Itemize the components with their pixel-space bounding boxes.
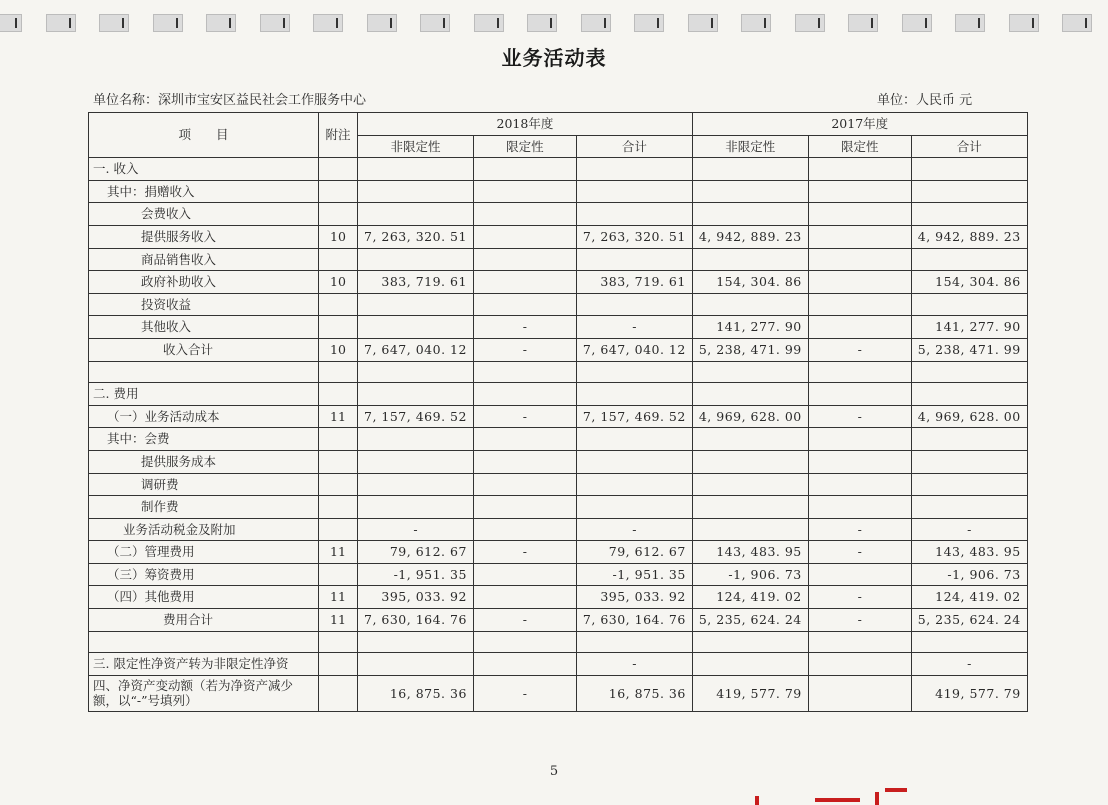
cell-c6: 419, 577. 79 (911, 675, 1027, 711)
table-row (89, 203, 1028, 226)
table-row (89, 338, 1028, 361)
currency-unit: 单位：人民币 元 (877, 93, 973, 108)
cell-c3: 16, 875. 36 (576, 675, 692, 711)
cell-c2 (473, 496, 576, 519)
cell-c4 (692, 203, 808, 226)
cell-c2 (473, 428, 576, 451)
table-row (89, 158, 1028, 181)
cell-c3: 7, 157, 469. 52 (576, 405, 692, 428)
cell-c4 (692, 450, 808, 473)
cell-c3: - (576, 653, 692, 676)
row-label: （二）管理费用 (89, 541, 319, 564)
cell-c2 (473, 450, 576, 473)
row-label: （一）业务活动成本 (89, 405, 319, 428)
binding-hole (474, 14, 504, 32)
cell-c6 (911, 631, 1027, 653)
cell-c5 (808, 631, 911, 653)
page-number: 5 (549, 764, 559, 779)
binding-hole (902, 14, 932, 32)
cell-c2 (473, 248, 576, 271)
binding-hole (1062, 14, 1092, 32)
cell-c5 (808, 496, 911, 519)
cell-c2 (473, 518, 576, 541)
cell-c2: - (473, 609, 576, 632)
cell-c4 (692, 158, 808, 181)
row-note (319, 158, 358, 181)
table-row (89, 631, 1028, 653)
row-label: 其中：捐赠收入 (89, 180, 319, 203)
table-row (89, 271, 1028, 294)
cell-c5 (808, 180, 911, 203)
row-label: 调研费 (89, 473, 319, 496)
cell-c4 (692, 361, 808, 383)
row-label: 一. 收入 (89, 158, 319, 181)
binding-hole (206, 14, 236, 32)
cell-c1 (358, 383, 474, 406)
red-seal-stamp (745, 784, 915, 805)
cell-c4 (692, 428, 808, 451)
cell-c6: 4, 942, 889. 23 (911, 225, 1027, 248)
row-label: 商品销售收入 (89, 248, 319, 271)
cell-c5 (808, 203, 911, 226)
cell-c3: - (576, 316, 692, 339)
cell-c3: -1, 951. 35 (576, 563, 692, 586)
cell-c4: 419, 577. 79 (692, 675, 808, 711)
table-row (89, 563, 1028, 586)
cell-c1: -1, 951. 35 (358, 563, 474, 586)
cell-c1 (358, 631, 474, 653)
binding-hole (153, 14, 183, 32)
row-label: 费用合计 (89, 609, 319, 632)
cell-c5 (808, 225, 911, 248)
row-label: 提供服务收入 (89, 225, 319, 248)
cell-c1: - (358, 518, 474, 541)
cell-c1 (358, 361, 474, 383)
cell-c2 (473, 586, 576, 609)
binding-hole (313, 14, 343, 32)
cell-c1 (358, 158, 474, 181)
cell-c1: 7, 157, 469. 52 (358, 405, 474, 428)
cell-c6: 4, 969, 628. 00 (911, 405, 1027, 428)
cell-c4 (692, 293, 808, 316)
table-row (89, 518, 1028, 541)
row-note: 11 (319, 405, 358, 428)
row-note (319, 473, 358, 496)
row-label (89, 361, 319, 383)
table-row (89, 541, 1028, 564)
cell-c5: - (808, 518, 911, 541)
cell-c6 (911, 293, 1027, 316)
cell-c5 (808, 675, 911, 711)
cell-c5 (808, 248, 911, 271)
row-note: 11 (319, 609, 358, 632)
header-year-2018: 2018年度 (358, 113, 693, 136)
table-row (89, 586, 1028, 609)
row-note (319, 383, 358, 406)
row-label: （三）筹资费用 (89, 563, 319, 586)
cell-c2 (473, 361, 576, 383)
row-label: 三. 限定性净资产转为非限定性净资 (89, 653, 319, 676)
cell-c2 (473, 563, 576, 586)
cell-c4: 4, 969, 628. 00 (692, 405, 808, 428)
cell-c6: 141, 277. 90 (911, 316, 1027, 339)
cell-c1 (358, 653, 474, 676)
row-label: 提供服务成本 (89, 450, 319, 473)
row-note: 10 (319, 225, 358, 248)
row-note (319, 361, 358, 383)
binding-holes (0, 14, 1108, 36)
cell-c6: - (911, 653, 1027, 676)
cell-c6 (911, 361, 1027, 383)
row-label: 政府补助收入 (89, 271, 319, 294)
cell-c6 (911, 428, 1027, 451)
cell-c4 (692, 631, 808, 653)
row-label: 会费收入 (89, 203, 319, 226)
row-note (319, 631, 358, 653)
row-note (319, 203, 358, 226)
cell-c1 (358, 473, 474, 496)
cell-c2 (473, 653, 576, 676)
binding-hole (1009, 14, 1039, 32)
binding-hole (367, 14, 397, 32)
table-row (89, 248, 1028, 271)
cell-c4: 4, 942, 889. 23 (692, 225, 808, 248)
binding-hole (688, 14, 718, 32)
cell-c5 (808, 293, 911, 316)
cell-c2: - (473, 316, 576, 339)
table-row (89, 675, 1028, 711)
cell-c6: 124, 419. 02 (911, 586, 1027, 609)
cell-c2 (473, 473, 576, 496)
header-unrestricted-2017: 非限定性 (692, 135, 808, 158)
header-total-2018: 合计 (576, 135, 692, 158)
cell-c3 (576, 203, 692, 226)
page-title: 业务活动表 (501, 46, 607, 70)
row-note (319, 518, 358, 541)
cell-c6 (911, 180, 1027, 203)
cell-c3 (576, 496, 692, 519)
row-note (319, 563, 358, 586)
cell-c5 (808, 563, 911, 586)
cell-c4 (692, 383, 808, 406)
cell-c4 (692, 180, 808, 203)
header-total-2017: 合计 (911, 135, 1027, 158)
cell-c3: 7, 647, 040. 12 (576, 338, 692, 361)
cell-c4 (692, 248, 808, 271)
cell-c5 (808, 653, 911, 676)
row-note (319, 653, 358, 676)
cell-c2 (473, 293, 576, 316)
cell-c2 (473, 383, 576, 406)
cell-c1 (358, 180, 474, 203)
cell-c1: 7, 630, 164. 76 (358, 609, 474, 632)
cell-c2: - (473, 541, 576, 564)
cell-c1: 79, 612. 67 (358, 541, 474, 564)
header-unrestricted-2018: 非限定性 (358, 135, 474, 158)
table-row (89, 450, 1028, 473)
cell-c4 (692, 653, 808, 676)
cell-c3 (576, 293, 692, 316)
cell-c1 (358, 203, 474, 226)
cell-c3 (576, 473, 692, 496)
cell-c2: - (473, 675, 576, 711)
row-label: 四、净资产变动额（若为净资产减少额，以“-”号填列） (89, 675, 319, 711)
table-row (89, 653, 1028, 676)
cell-c2 (473, 158, 576, 181)
binding-hole (0, 14, 22, 32)
cell-c5 (808, 316, 911, 339)
row-label: 其中：会费 (89, 428, 319, 451)
header-note: 附注 (319, 113, 358, 158)
binding-hole (581, 14, 611, 32)
cell-c6: 5, 238, 471. 99 (911, 338, 1027, 361)
cell-c6: 154, 304. 86 (911, 271, 1027, 294)
row-note (319, 180, 358, 203)
cell-c3 (576, 180, 692, 203)
row-label: 投资收益 (89, 293, 319, 316)
binding-hole (955, 14, 985, 32)
cell-c6: 5, 235, 624. 24 (911, 609, 1027, 632)
unit-name: 单位名称：深圳市宝安区益民社会工作服务中心 (93, 93, 367, 108)
cell-c3: 7, 263, 320. 51 (576, 225, 692, 248)
cell-c4: 154, 304. 86 (692, 271, 808, 294)
cell-c1 (358, 450, 474, 473)
cell-c1: 383, 719. 61 (358, 271, 474, 294)
cell-c5 (808, 473, 911, 496)
binding-hole (634, 14, 664, 32)
cell-c4: 141, 277. 90 (692, 316, 808, 339)
cell-c6: - (911, 518, 1027, 541)
table-row (89, 361, 1028, 383)
cell-c4 (692, 473, 808, 496)
row-note (319, 450, 358, 473)
cell-c3 (576, 428, 692, 451)
table-row (89, 225, 1028, 248)
table-row (89, 316, 1028, 339)
cell-c5 (808, 383, 911, 406)
row-note (319, 248, 358, 271)
cell-c3: 383, 719. 61 (576, 271, 692, 294)
cell-c5: - (808, 586, 911, 609)
row-note: 11 (319, 541, 358, 564)
cell-c4: 5, 238, 471. 99 (692, 338, 808, 361)
header-restricted-2017: 限定性 (808, 135, 911, 158)
cell-c4 (692, 518, 808, 541)
cell-c4 (692, 496, 808, 519)
cell-c1: 16, 875. 36 (358, 675, 474, 711)
cell-c3 (576, 248, 692, 271)
cell-c4: 143, 483. 95 (692, 541, 808, 564)
cell-c2 (473, 180, 576, 203)
cell-c6 (911, 450, 1027, 473)
cell-c2 (473, 203, 576, 226)
cell-c5: - (808, 338, 911, 361)
row-note (319, 293, 358, 316)
row-note (319, 316, 358, 339)
cell-c3: 7, 630, 164. 76 (576, 609, 692, 632)
table-row (89, 428, 1028, 451)
cell-c6: 143, 483. 95 (911, 541, 1027, 564)
cell-c1 (358, 316, 474, 339)
row-label: 收入合计 (89, 338, 319, 361)
cell-c5: - (808, 609, 911, 632)
table-row (89, 293, 1028, 316)
cell-c3: 79, 612. 67 (576, 541, 692, 564)
cell-c1: 7, 647, 040. 12 (358, 338, 474, 361)
cell-c5: - (808, 405, 911, 428)
table-row (89, 496, 1028, 519)
cell-c1 (358, 428, 474, 451)
cell-c1: 395, 033. 92 (358, 586, 474, 609)
binding-hole (795, 14, 825, 32)
cell-c5: - (808, 541, 911, 564)
cell-c1 (358, 248, 474, 271)
row-label (89, 631, 319, 653)
table-row (89, 180, 1028, 203)
cell-c2 (473, 271, 576, 294)
cell-c6 (911, 496, 1027, 519)
table-row (89, 405, 1028, 428)
row-label: 二. 费用 (89, 383, 319, 406)
cell-c6 (911, 248, 1027, 271)
cell-c6 (911, 383, 1027, 406)
row-note: 10 (319, 338, 358, 361)
row-note: 11 (319, 586, 358, 609)
cell-c3: - (576, 518, 692, 541)
cell-c3 (576, 631, 692, 653)
activity-table (88, 112, 1028, 712)
cell-c3 (576, 158, 692, 181)
header-year-2017: 2017年度 (692, 113, 1027, 136)
cell-c3: 395, 033. 92 (576, 586, 692, 609)
cell-c6: -1, 906. 73 (911, 563, 1027, 586)
table-row (89, 383, 1028, 406)
cell-c5 (808, 361, 911, 383)
header-item: 项 目 (89, 113, 319, 158)
cell-c2: - (473, 405, 576, 428)
cell-c4: 5, 235, 624. 24 (692, 609, 808, 632)
row-note: 10 (319, 271, 358, 294)
cell-c4: 124, 419. 02 (692, 586, 808, 609)
cell-c5 (808, 428, 911, 451)
cell-c2 (473, 631, 576, 653)
cell-c2 (473, 225, 576, 248)
table-row (89, 609, 1028, 632)
row-note (319, 496, 358, 519)
binding-hole (741, 14, 771, 32)
row-label: （四）其他费用 (89, 586, 319, 609)
row-label: 制作费 (89, 496, 319, 519)
cell-c3 (576, 450, 692, 473)
binding-hole (420, 14, 450, 32)
table-body (89, 158, 1028, 712)
row-note (319, 428, 358, 451)
table-row (89, 473, 1028, 496)
cell-c3 (576, 361, 692, 383)
cell-c2: - (473, 338, 576, 361)
binding-hole (527, 14, 557, 32)
cell-c3 (576, 383, 692, 406)
cell-c6 (911, 158, 1027, 181)
row-label: 其他收入 (89, 316, 319, 339)
row-label: 业务活动税金及附加 (89, 518, 319, 541)
row-note (319, 675, 358, 711)
cell-c1 (358, 293, 474, 316)
binding-hole (99, 14, 129, 32)
cell-c6 (911, 473, 1027, 496)
binding-hole (848, 14, 878, 32)
cell-c5 (808, 158, 911, 181)
binding-hole (46, 14, 76, 32)
cell-c4: -1, 906. 73 (692, 563, 808, 586)
cell-c1 (358, 496, 474, 519)
cell-c6 (911, 203, 1027, 226)
binding-hole (260, 14, 290, 32)
cell-c1: 7, 263, 320. 51 (358, 225, 474, 248)
header-restricted-2018: 限定性 (473, 135, 576, 158)
cell-c5 (808, 271, 911, 294)
cell-c5 (808, 450, 911, 473)
